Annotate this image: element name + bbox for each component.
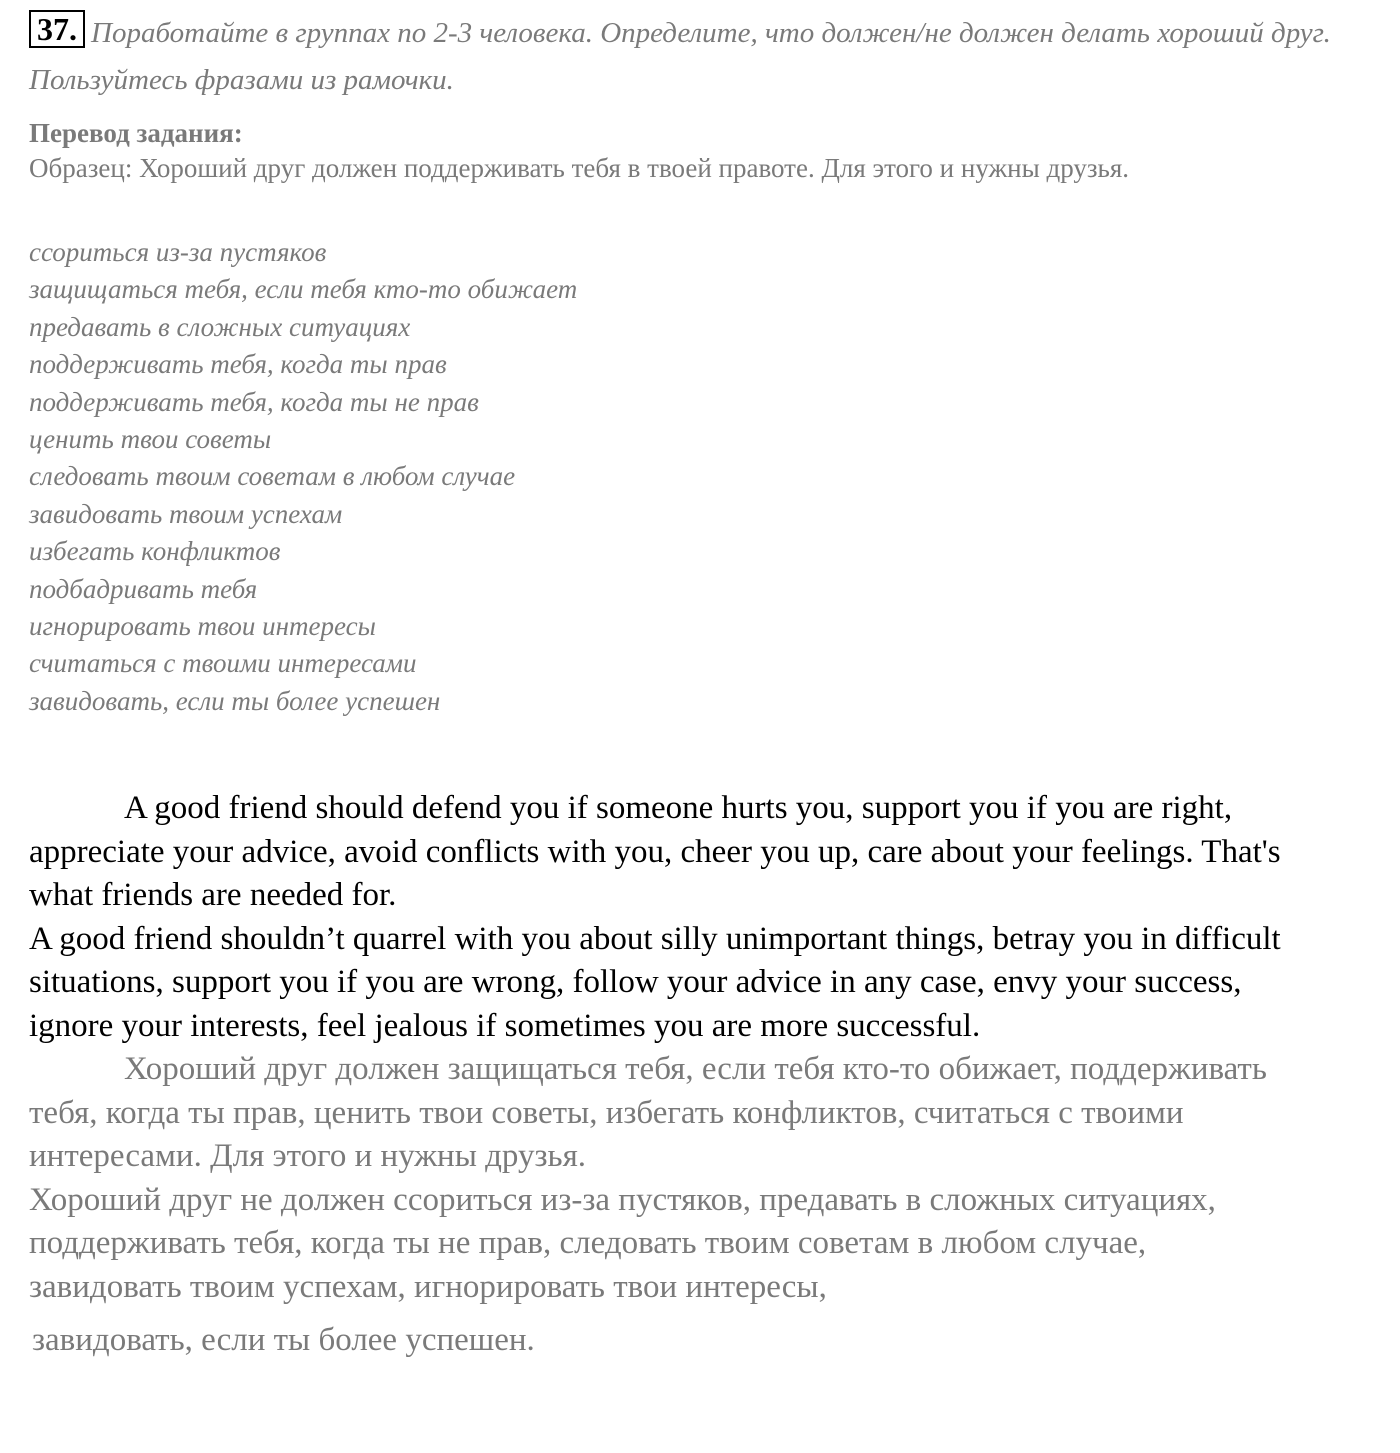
- answer-ru-should: Хороший друг должен защищаться тебя, если тебя кто-то обижает, поддерживать тебя, когда ты прав, ценить твои советы, избегать конфликтов, считаться с твоими интересами. Для этого и нужны друзья.: [29, 1051, 1267, 1175]
- phrase-item: считаться с твоими интересами: [29, 648, 417, 679]
- phrase-item: завидовать твоим успехам: [29, 498, 343, 529]
- translation-text: Образец: Хороший друг должен поддерживать тебя в твоей правоте. Для этого и нужны друзья.: [29, 153, 1129, 183]
- phrase-item: игнорировать твои интересы: [29, 611, 376, 642]
- phrase-item: ссориться из-за пустяков: [29, 237, 327, 267]
- phrase-item: поддерживать тебя, когда ты прав: [29, 349, 447, 380]
- answer-english: [29, 787, 1294, 1048]
- phrase-item: подбадривать тебя: [29, 573, 258, 604]
- answer-ru-shouldnt-end: завидовать, если ты более успешен.: [32, 1322, 535, 1359]
- answer-russian: [29, 1048, 1294, 1363]
- answer-en-shouldnt: A good friend shouldn’t quarrel with you about silly unimportant things, betray you in difficult situations, support you if you are wrong, follow your advice in any case, envy your success, ignore your interests, feel jealous if sometimes you are more successful.: [29, 920, 1281, 1044]
- phrase-item: предавать в сложных ситуациях: [29, 311, 411, 342]
- answer-en-should: A good friend should defend you if someone hurts you, support you if you are right, appreciate your advice, avoid conflicts with you, cheer you up, care about your feelings. That's what friends are needed for.: [29, 790, 1281, 914]
- answer-ru-shouldnt: Хороший друг не должен ссориться из-за пустяков, предавать в сложных ситуациях, поддерживать тебя, когда ты не прав, следовать твоим советам в любом случае, завидовать твоим успехам, игнорировать твои интересы,: [29, 1181, 1216, 1305]
- phrase-item: защищаться тебя, если тебя кто-то обижает: [29, 274, 578, 305]
- task-instruction: Поработайте в группах по 2-3 человека. Определите, что должен/не должен делать хороший друг. Пользуйтесь фразами из рамочки.: [29, 17, 1331, 96]
- phrase-item: избегать конфликтов: [29, 536, 281, 567]
- translation-heading: Перевод задания:: [29, 118, 243, 148]
- phrase-list: [29, 234, 1369, 720]
- task-number: 37.: [29, 10, 85, 48]
- phrase-item: следовать твоим советам в любом случае: [29, 461, 516, 492]
- phrase-item: ценить твои советы: [29, 424, 272, 455]
- document-page: [29, 10, 1369, 1363]
- phrase-item: завидовать, если ты более успешен: [29, 685, 441, 716]
- phrase-item: поддерживать тебя, когда ты не прав: [29, 386, 479, 417]
- task-block: [29, 10, 1369, 104]
